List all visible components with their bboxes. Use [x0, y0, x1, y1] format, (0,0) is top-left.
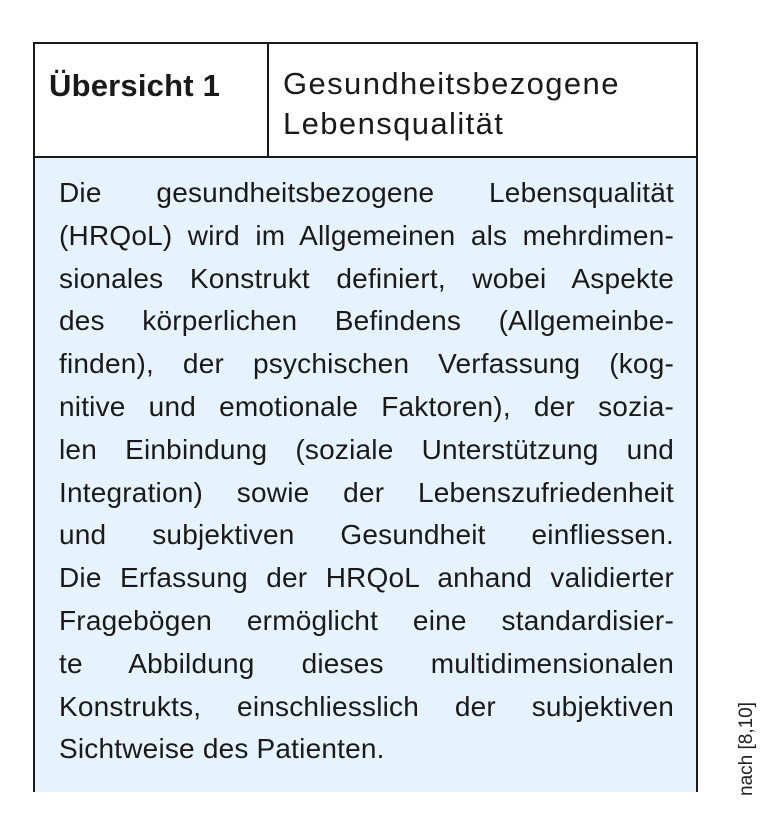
body-line: (HRQoL) wird im Allgemeinen als mehrdimen-	[59, 219, 674, 251]
body-line: des körperlichen Befindens (Allgemeinbe-	[59, 305, 674, 337]
source-note: nach [8,10]	[736, 701, 757, 796]
body-line: sionales Konstrukt definiert, wobei Aspekte	[59, 262, 674, 294]
body-line: nitive und emotionale Faktoren), der sozia-	[59, 390, 674, 422]
body-line: Die gesundheitsbezogene Lebensqualität	[59, 177, 674, 208]
body-line: te Abbildung dieses multidimensionalen	[59, 647, 674, 679]
body-line: Die Erfassung der HRQoL anhand validierter	[59, 562, 674, 594]
overview-body	[35, 158, 696, 792]
overview-title-line: Gesundheitsbezogene	[283, 66, 620, 101]
body-line: und subjektiven Gesundheit einfliessen.	[59, 519, 674, 551]
overview-header	[35, 44, 696, 158]
body-line: len Einbindung (soziale Unterstützung und	[59, 433, 674, 465]
body-line: Sichtweise des Patienten.	[59, 733, 385, 765]
overview-label: Übersicht 1	[35, 44, 269, 156]
body-line: finden), der psychischen Verfassung (kog-	[59, 348, 674, 380]
body-line: Fragebögen ermöglicht eine standardisier-	[59, 604, 674, 636]
overview-title	[269, 44, 696, 156]
body-line: Konstrukts, einschliesslich der subjektiven	[59, 690, 674, 722]
overview-title-line: Lebensqualität	[283, 106, 505, 141]
body-line: Integration) sowie der Lebenszufriedenheit	[59, 476, 674, 508]
overview-box	[33, 42, 698, 792]
